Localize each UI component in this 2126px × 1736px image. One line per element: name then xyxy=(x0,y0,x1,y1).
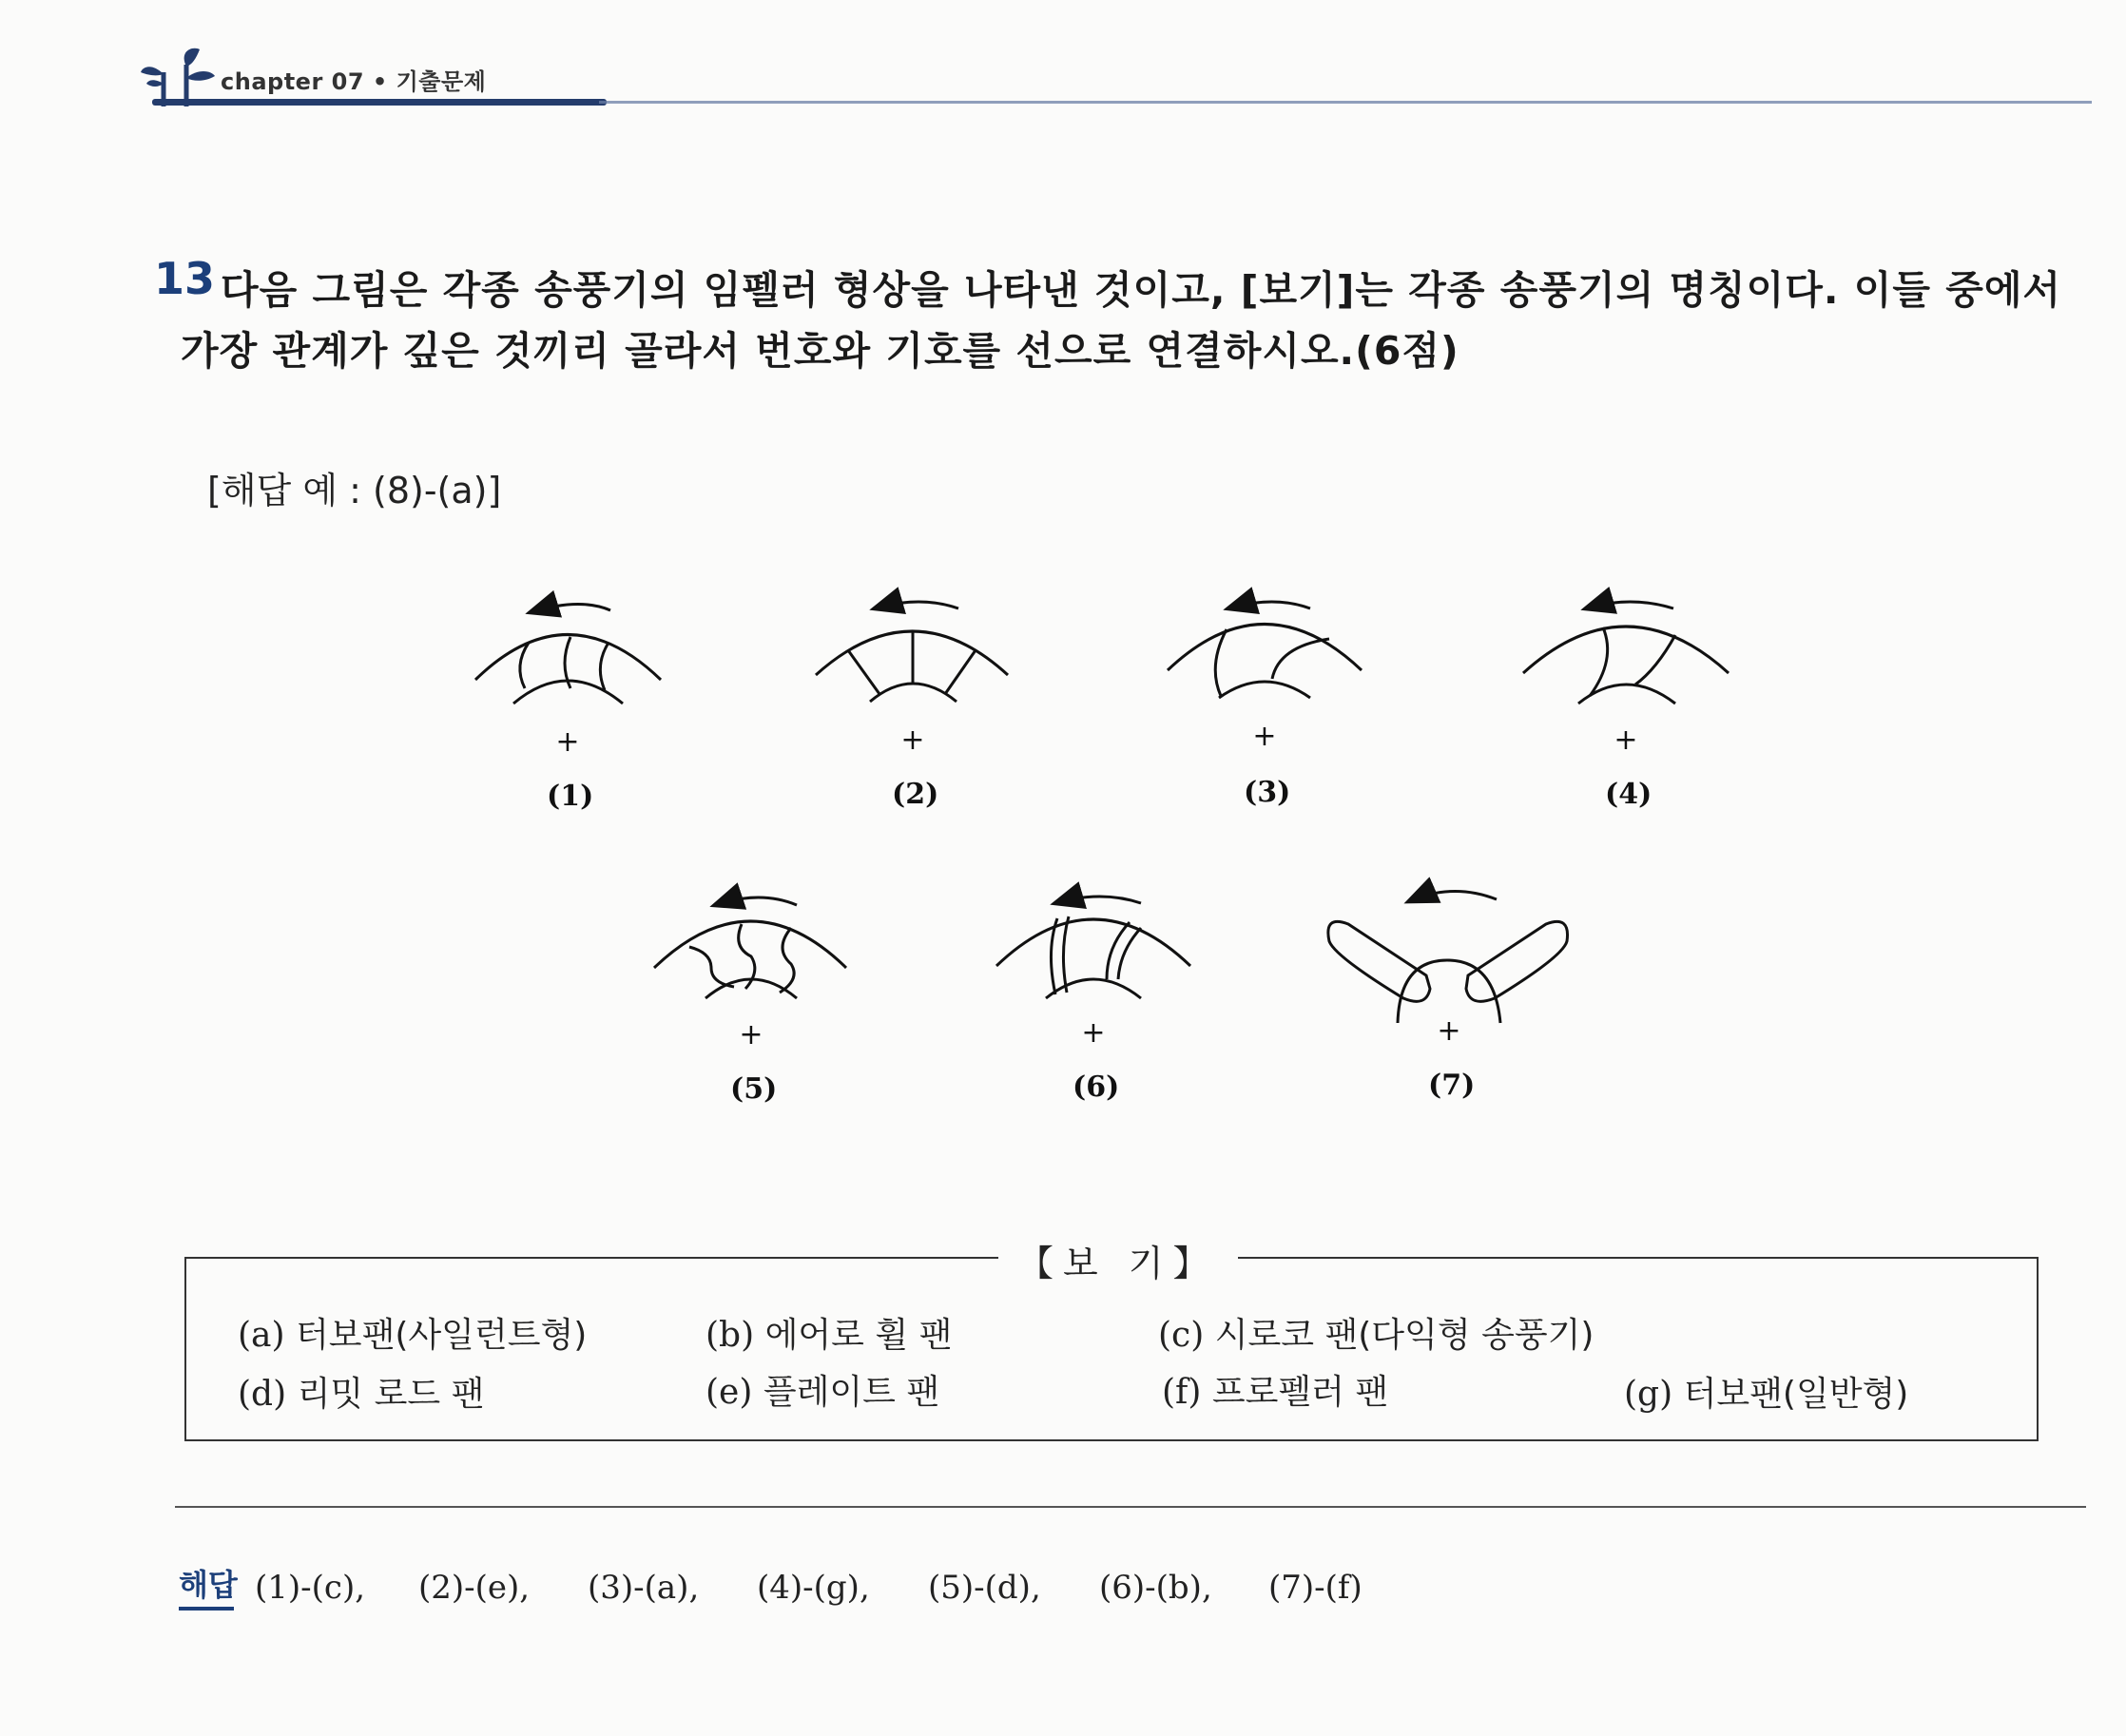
answer-label-underline xyxy=(179,1607,234,1611)
answer-item-2: (2)-(e), xyxy=(418,1569,531,1607)
svg-text:+: + xyxy=(1614,723,1638,757)
svg-text:+: + xyxy=(1437,1014,1461,1048)
figure-label-5: (5) xyxy=(730,1072,778,1106)
option-a: (a) 터보팬(사일런트형) xyxy=(238,1316,588,1355)
options-box-title: 【보 기】 xyxy=(998,1234,1238,1286)
option-f: (f) 프로펠러 팬 xyxy=(1162,1373,1389,1412)
answer-item-3: (3)-(a), xyxy=(588,1569,700,1607)
backward-curved-airfoil-impeller-icon xyxy=(1168,602,1362,753)
wavy-blade-impeller-icon xyxy=(654,897,846,1051)
svg-text:+: + xyxy=(1081,1016,1106,1050)
question-number: 13 xyxy=(154,253,216,304)
answer-item-4: (4)-(g), xyxy=(757,1569,870,1607)
figure-label-7: (7) xyxy=(1428,1069,1476,1102)
svg-text:+: + xyxy=(739,1018,763,1051)
option-d: (d) 리밋 로드 팬 xyxy=(238,1375,485,1414)
figure-label-6: (6) xyxy=(1073,1071,1120,1104)
option-c: (c) 시로코 팬(다익형 송풍기) xyxy=(1158,1316,1594,1355)
answer-item-1: (1)-(c), xyxy=(255,1569,366,1607)
answer-divider xyxy=(175,1506,2086,1508)
svg-text:+: + xyxy=(555,725,580,759)
question-text-line1: 다음 그림은 각종 송풍기의 임펠러 형상을 나타낸 것이고, [보기]는 각종 송풍기의 명칭이다. 이들 중에서 xyxy=(221,267,2062,313)
radial-plate-impeller-icon xyxy=(816,602,1008,757)
airfoil-blade-impeller-icon xyxy=(996,897,1190,1050)
figure-label-4: (4) xyxy=(1605,778,1652,811)
option-e: (e) 플레이트 팬 xyxy=(705,1373,940,1412)
option-g: (g) 터보팬(일반형) xyxy=(1624,1375,1909,1414)
backward-curved-impeller-icon xyxy=(1523,602,1729,757)
answer-item-7: (7)-(f) xyxy=(1268,1569,1363,1607)
multiblade-forward-curved-impeller-icon xyxy=(475,604,661,759)
svg-text:+: + xyxy=(1252,720,1277,753)
question-text-line2: 가장 관계가 깊은 것끼리 골라서 번호와 기호를 선으로 연결하시오.(6점) xyxy=(181,328,1459,374)
answer-item-6: (6)-(b), xyxy=(1099,1569,1212,1607)
figure-label-3: (3) xyxy=(1244,776,1291,809)
chapter-header: chapter 07 • 기출문제 xyxy=(221,68,487,95)
answer-label: 해답 xyxy=(179,1567,238,1603)
propeller-impeller-icon xyxy=(1328,891,1568,1048)
svg-text:+: + xyxy=(900,723,925,757)
figure-label-1: (1) xyxy=(547,780,594,813)
answer-example: [해답 예 : (8)-(a)] xyxy=(207,470,502,511)
answer-item-5: (5)-(d), xyxy=(928,1569,1041,1607)
figure-label-2: (2) xyxy=(892,778,939,811)
option-b: (b) 에어로 휠 팬 xyxy=(705,1316,953,1355)
